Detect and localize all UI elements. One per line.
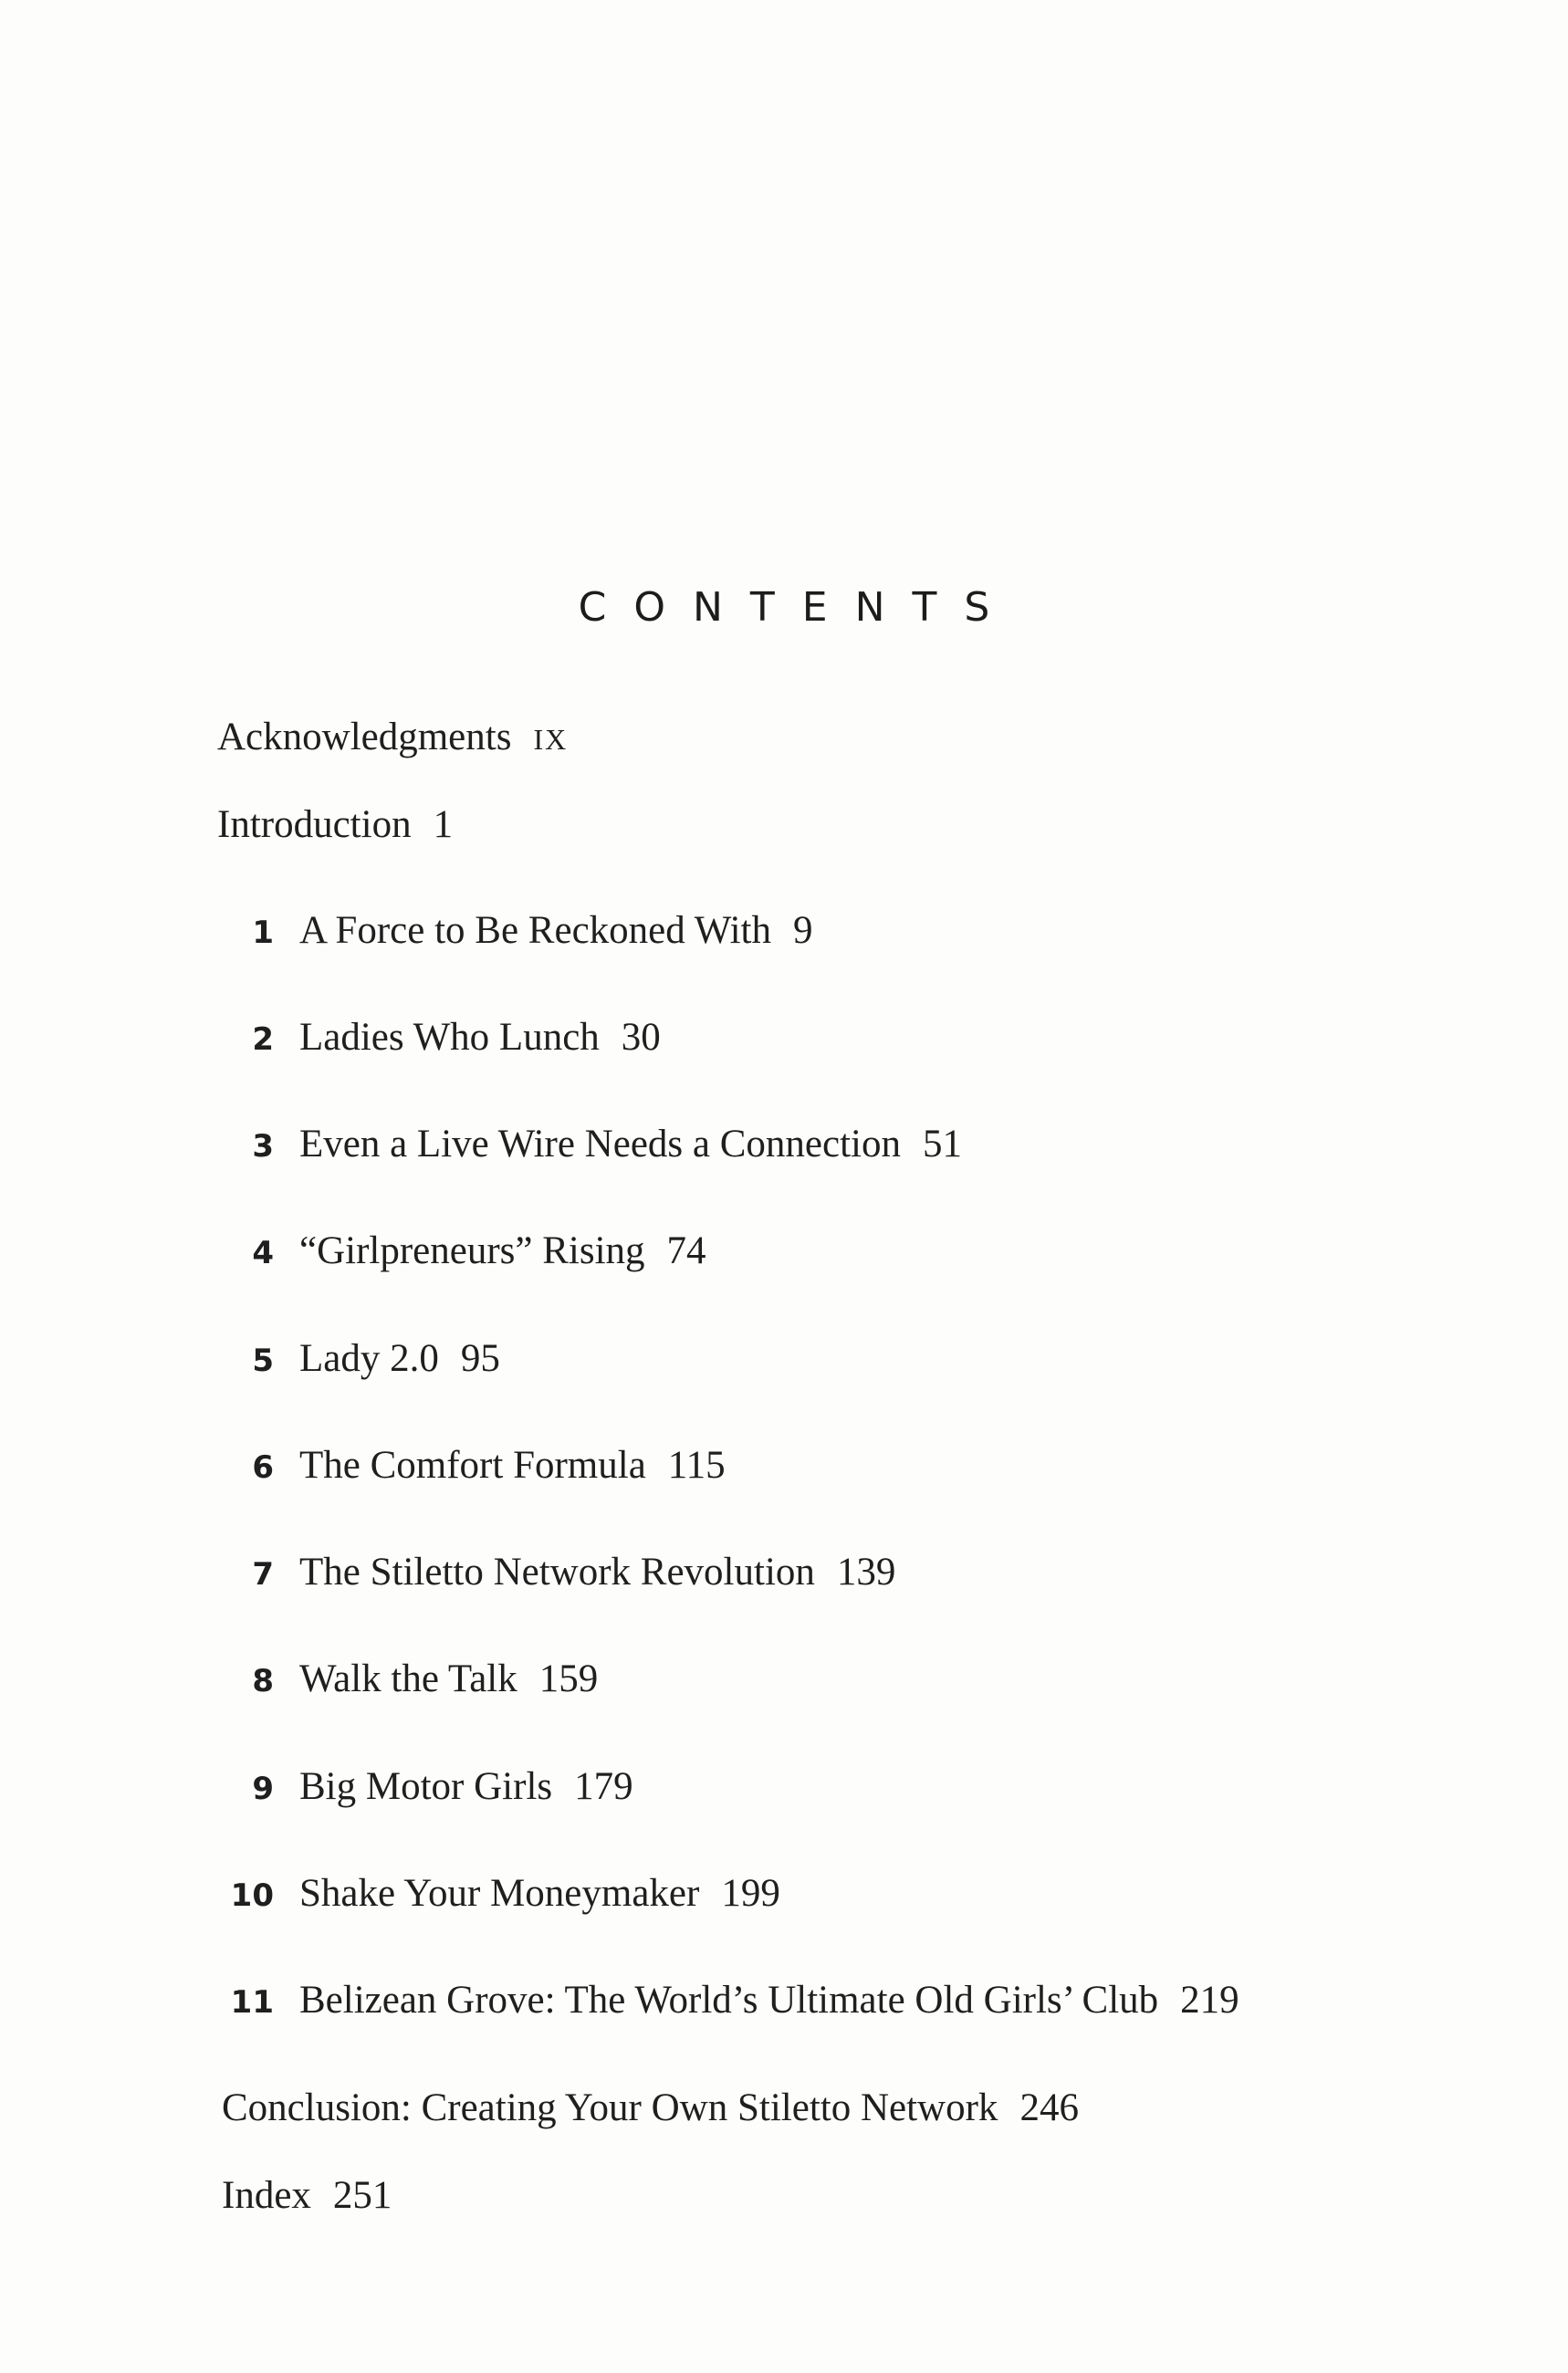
chapter-number: 2 — [252, 1021, 274, 1058]
chapter-page-number: 199 — [721, 1872, 780, 1915]
chapter-title: Ladies Who Lunch — [299, 1016, 600, 1059]
chapter-page-number: 51 — [922, 1123, 962, 1166]
entry-page-number: 246 — [1019, 2086, 1079, 2129]
toc-entry-acknowledgments[interactable] — [217, 717, 568, 757]
chapter-page-number: 179 — [574, 1765, 633, 1808]
chapter-title: The Stiletto Network Revolution — [299, 1551, 815, 1594]
entry-page-number: 1 — [433, 803, 454, 846]
chapter-title: Shake Your Moneymaker — [299, 1872, 700, 1915]
chapter-title: The Comfort Formula — [299, 1444, 646, 1487]
chapter-title: Walk the Talk — [299, 1657, 517, 1700]
chapter-number: 11 — [230, 1984, 274, 2021]
toc-chapter-8[interactable] — [219, 1659, 598, 1699]
contents-heading: CONTENTS — [578, 584, 1018, 631]
chapter-title: “Girlpreneurs” Rising — [299, 1229, 645, 1272]
chapter-number: 3 — [252, 1128, 274, 1165]
chapter-page-number: 159 — [538, 1657, 599, 1700]
chapter-number: 5 — [252, 1343, 274, 1379]
toc-chapter-11[interactable] — [219, 1981, 1239, 2020]
chapter-number: 4 — [252, 1235, 274, 1271]
entry-title: Introduction — [217, 803, 412, 846]
chapter-number: 8 — [252, 1663, 274, 1699]
chapter-page-number: 30 — [621, 1016, 661, 1059]
chapter-page-number: 95 — [460, 1337, 500, 1380]
toc-chapter-10[interactable] — [219, 1874, 780, 1913]
chapter-page-number: 74 — [666, 1229, 706, 1272]
chapter-number: 10 — [230, 1877, 274, 1914]
toc-chapter-7[interactable] — [219, 1552, 895, 1592]
chapter-page-number: 115 — [667, 1444, 726, 1487]
chapter-number: 9 — [252, 1771, 274, 1807]
chapter-page-number: 139 — [836, 1551, 896, 1594]
entry-page-number: 251 — [332, 2174, 392, 2217]
chapter-title: Lady 2.0 — [299, 1337, 439, 1380]
toc-chapter-6[interactable] — [219, 1446, 726, 1485]
chapter-number: 7 — [252, 1556, 274, 1593]
toc-chapter-2[interactable] — [219, 1018, 661, 1057]
chapter-title: Even a Live Wire Needs a Connection — [299, 1123, 901, 1166]
chapter-number: 6 — [252, 1449, 274, 1486]
entry-title: Conclusion: Creating Your Own Stiletto Network — [222, 2086, 998, 2129]
toc-entry-index[interactable] — [222, 2176, 392, 2215]
toc-entry-conclusion[interactable] — [222, 2088, 1079, 2127]
chapter-title: Belizean Grove: The World’s Ultimate Old Girls’ Club — [299, 1979, 1159, 2022]
chapter-title: A Force to Be Reckoned With — [299, 909, 771, 952]
entry-title: Acknowledgments — [217, 716, 512, 758]
chapter-page-number: 219 — [1180, 1979, 1239, 2022]
entry-page-number: IX — [533, 723, 569, 756]
chapter-title: Big Motor Girls — [299, 1765, 553, 1808]
toc-chapter-9[interactable] — [219, 1767, 633, 1806]
chapter-number: 1 — [252, 915, 274, 951]
toc-entry-introduction[interactable] — [217, 805, 453, 844]
entry-title: Index — [222, 2174, 311, 2217]
toc-chapter-5[interactable] — [219, 1339, 500, 1378]
toc-chapter-1[interactable] — [219, 911, 812, 950]
toc-chapter-3[interactable] — [219, 1124, 962, 1164]
chapter-page-number: 9 — [792, 909, 813, 952]
toc-chapter-4[interactable] — [219, 1231, 706, 1270]
